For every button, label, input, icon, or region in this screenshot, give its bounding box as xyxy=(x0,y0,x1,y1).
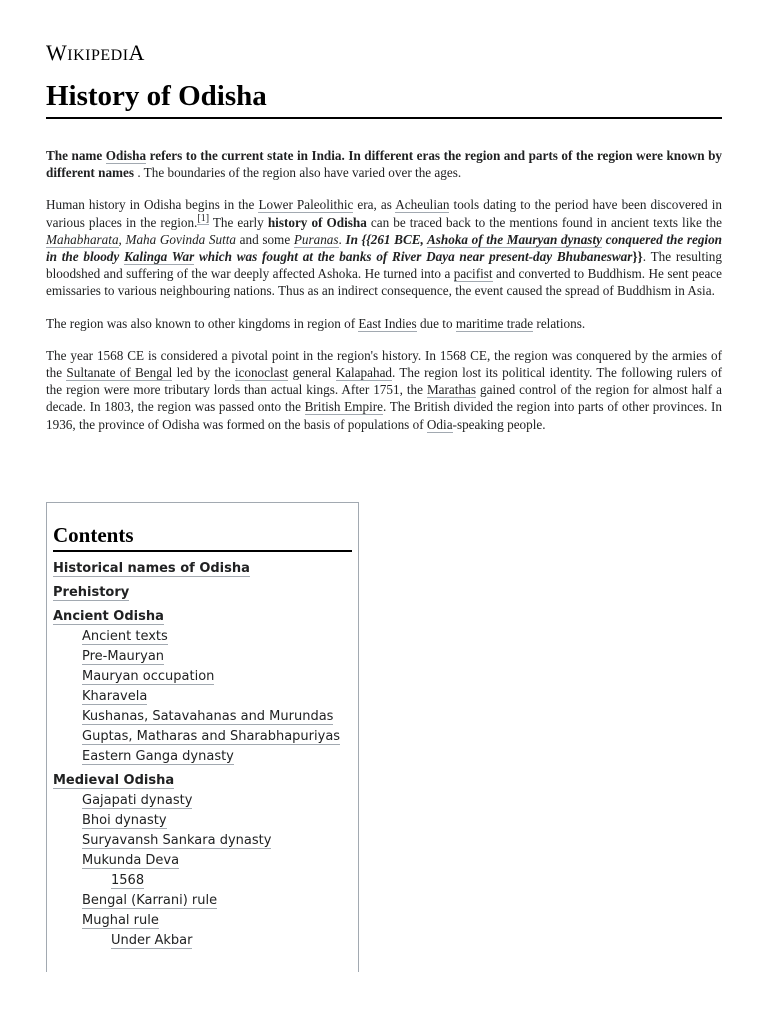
toc-link[interactable]: Historical names of Odisha xyxy=(53,561,250,576)
toc-item xyxy=(53,851,352,871)
bold-history: history of Odisha xyxy=(267,214,367,230)
toc-link[interactable]: Kushanas, Satavahanas and Murundas xyxy=(82,709,334,724)
toc-item xyxy=(53,791,352,811)
text: era, as xyxy=(353,197,396,213)
text: due to xyxy=(416,315,456,331)
link-east-indies[interactable]: East Indies xyxy=(358,315,417,331)
toc-link[interactable]: Mukunda Deva xyxy=(82,853,180,868)
text: The year 1568 CE is considered a pivotal point in the region's history. In 1568 CE, the region was conquered by the armies of the xyxy=(46,347,722,381)
toc-link[interactable]: Kharavela xyxy=(82,689,148,704)
link-acheulian[interactable]: Acheulian xyxy=(395,197,450,213)
text: and some xyxy=(236,231,294,247)
text: }} xyxy=(632,249,643,265)
paragraph-early-history xyxy=(46,196,722,299)
logo-letters-middle: IKIPEDI xyxy=(67,47,129,64)
toc-link[interactable]: Medieval Odisha xyxy=(53,773,175,788)
page-title: History of Odisha xyxy=(46,80,267,112)
toc-item xyxy=(53,559,352,579)
link-mahabharata[interactable]: Mahabharata xyxy=(46,231,119,247)
toc-item xyxy=(53,647,352,667)
link-maritime-trade[interactable]: maritime trade xyxy=(455,315,534,331)
toc-link[interactable]: Bengal (Karrani) rule xyxy=(82,893,218,908)
toc-item xyxy=(53,771,352,791)
toc-link[interactable]: Suryavansh Sankara dynasty xyxy=(82,833,272,848)
toc-link[interactable]: Bhoi dynasty xyxy=(82,813,167,828)
toc-link[interactable]: Under Akbar xyxy=(111,933,193,948)
toc-link[interactable]: Guptas, Matharas and Sharabhapuriyas xyxy=(82,729,341,744)
text: . The boundaries of the region also have varied over the ages. xyxy=(134,165,462,181)
toc-item xyxy=(53,747,352,767)
title-divider xyxy=(46,117,722,119)
toc-link[interactable]: 1568 xyxy=(111,873,145,888)
link-pacifist[interactable]: pacifist xyxy=(453,266,493,282)
text: . xyxy=(338,231,346,247)
toc-item xyxy=(53,583,352,603)
toc-title: Contents xyxy=(53,523,352,552)
toc-item xyxy=(53,687,352,707)
toc-item xyxy=(53,811,352,831)
text: . The region lost its political identity. The following rulers of the region were more tributary lords than actual kings. After 1751, the xyxy=(46,365,722,398)
link-odisha[interactable]: Odisha xyxy=(105,148,147,163)
text: Human history in Odisha begins in the xyxy=(46,197,259,213)
text: -speaking people. xyxy=(452,416,546,432)
text: conquered the region in the bloody xyxy=(46,231,723,265)
toc-link[interactable]: Eastern Ganga dynasty xyxy=(82,749,234,764)
text: The name xyxy=(46,148,106,163)
text: , xyxy=(118,231,126,247)
link-ashoka[interactable]: Ashoka of the Mauryan dynasty xyxy=(426,231,602,247)
text: gained control of the region for almost half a decade. In 1803, the region was passed onto the xyxy=(46,382,722,415)
text: and converted to Buddhism. He sent peace emissaries to various neighbouring nations. Thus as an indirect consequence, the event caused the spread of Buddhism in Asia. xyxy=(46,266,723,299)
table-of-contents xyxy=(46,502,359,972)
link-british-empire[interactable]: British Empire xyxy=(304,399,383,415)
toc-item xyxy=(53,627,352,647)
text: The region was also known to other kingdoms in region of xyxy=(46,315,359,331)
link-puranas[interactable]: Puranas xyxy=(293,231,339,247)
italic-maha-govinda: Maha Govinda Sutta xyxy=(125,231,237,247)
text: . The British divided the region into parts of other provinces. In 1936, the province of Odisha was formed on the basis of populations of xyxy=(46,399,722,432)
toc-link[interactable]: Gajapati dynasty xyxy=(82,793,193,808)
toc-link[interactable]: Mughal rule xyxy=(82,913,159,928)
text: can be traced back to the mentions found in ancient texts like the xyxy=(366,214,722,230)
link-iconoclast[interactable]: iconoclast xyxy=(234,365,289,381)
toc-item xyxy=(53,871,352,891)
logo-letter-w: W xyxy=(46,40,68,65)
toc-item xyxy=(53,891,352,911)
paragraph-east-indies xyxy=(46,315,722,332)
link-marathas[interactable]: Marathas xyxy=(426,382,477,398)
text: which was fought at the banks of River Daya near present-day Bhubaneswar xyxy=(194,249,633,265)
wikipedia-logo[interactable] xyxy=(46,40,145,66)
toc-item xyxy=(53,727,352,747)
link-lower-paleolithic[interactable]: Lower Paleolithic xyxy=(258,197,354,213)
toc-item xyxy=(53,707,352,727)
toc-link[interactable]: Prehistory xyxy=(53,585,130,600)
text: led by the xyxy=(172,365,235,381)
link-kalapahad[interactable]: Kalapahad xyxy=(335,365,393,381)
text: tools dating to the period have been discovered in various places in the region. xyxy=(46,197,723,230)
link-odia[interactable]: Odia xyxy=(426,416,453,432)
toc-link[interactable]: Ancient Odisha xyxy=(53,609,164,624)
link-kalinga-war[interactable]: Kalinga War xyxy=(124,249,195,265)
text: general xyxy=(288,365,336,381)
text: . The resulting bloodshed and suffering of the war deeply affected Ashoka. He turned into a xyxy=(46,249,722,282)
paragraph-1568 xyxy=(46,347,722,433)
text: The early xyxy=(209,214,268,230)
toc-link[interactable]: Mauryan occupation xyxy=(82,669,215,684)
logo-letter-a: A xyxy=(128,40,145,65)
toc-item xyxy=(53,667,352,687)
text: relations. xyxy=(533,315,586,331)
toc-list xyxy=(53,559,352,951)
toc-item xyxy=(53,607,352,627)
link-sultanate-of-bengal[interactable]: Sultanate of Bengal xyxy=(66,365,173,381)
toc-item xyxy=(53,831,352,851)
text: In {{261 BCE, xyxy=(345,231,427,247)
toc-link[interactable]: Ancient texts xyxy=(82,629,168,644)
paragraph-intro xyxy=(46,147,722,181)
toc-link[interactable]: Pre-Mauryan xyxy=(82,649,165,664)
text: refers to the current state in India. In different eras the region and parts of the region were known by different names xyxy=(46,148,723,181)
toc-item xyxy=(53,911,352,931)
reference-1[interactable]: [1] xyxy=(197,213,210,225)
article-body xyxy=(46,147,722,448)
toc-item xyxy=(53,931,352,951)
